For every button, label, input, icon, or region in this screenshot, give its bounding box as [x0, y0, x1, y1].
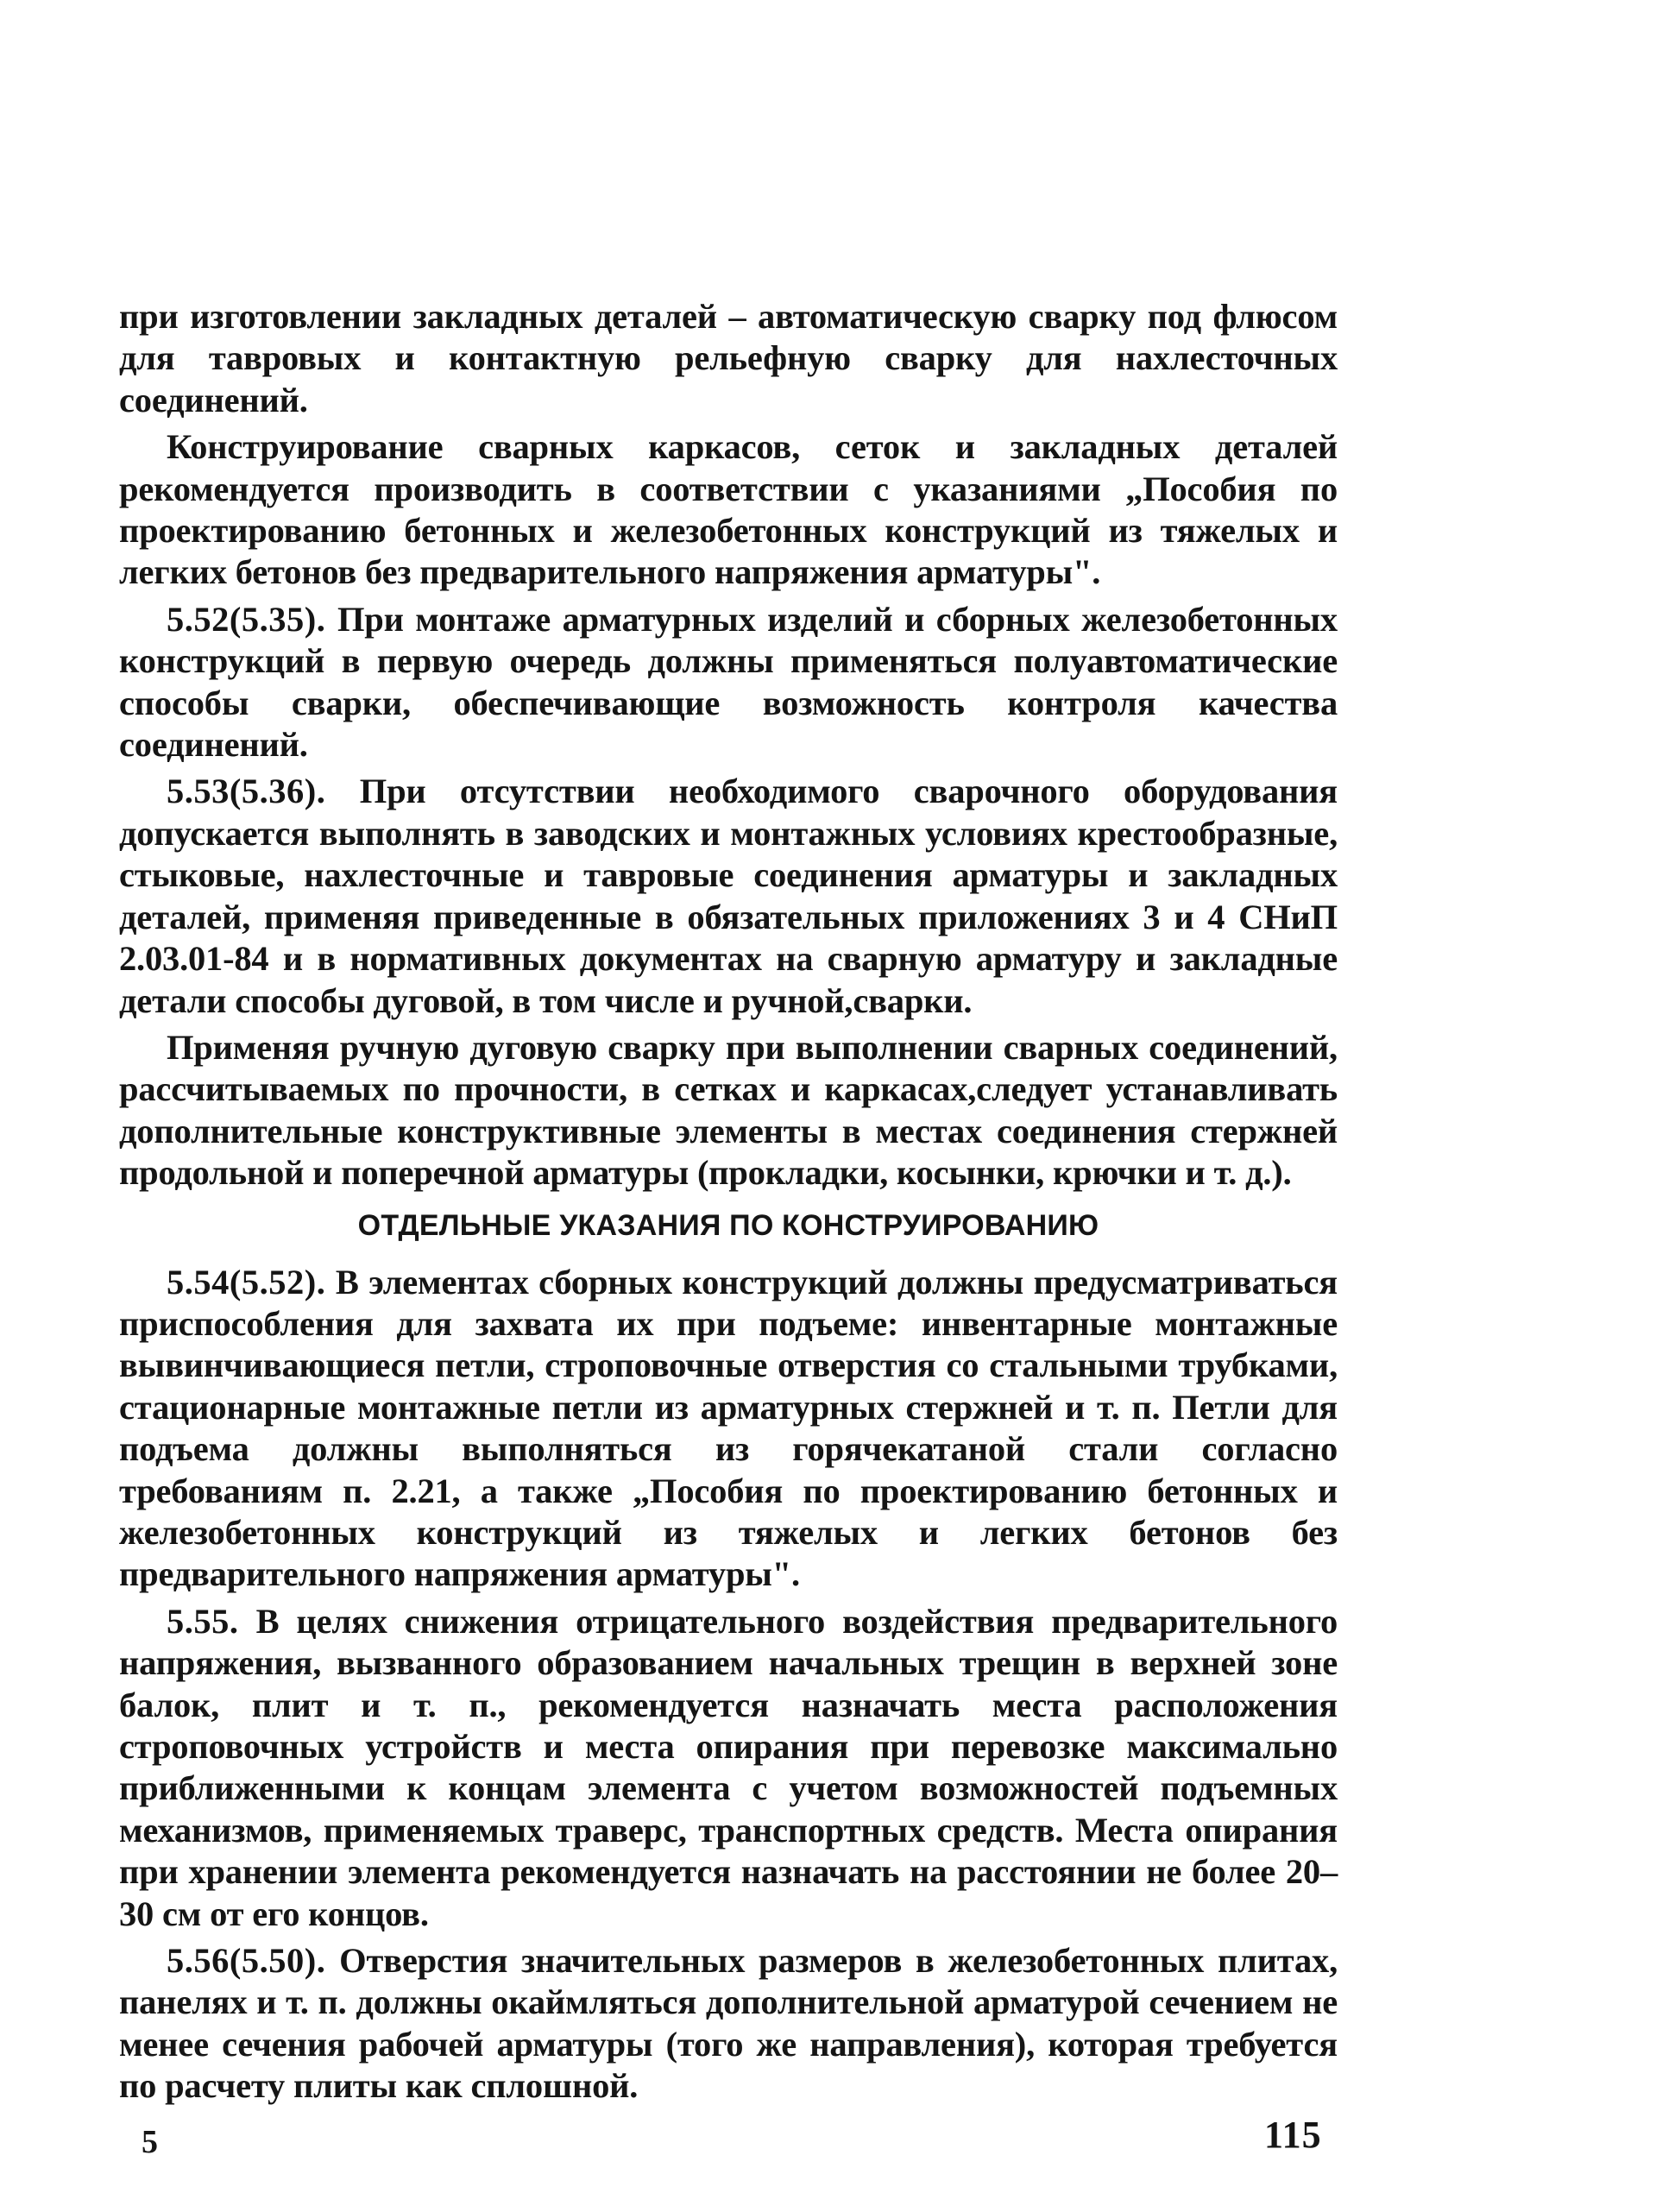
- clause-5-53: [119, 771, 1338, 1021]
- clause-5-54: [119, 1262, 1338, 1596]
- clause-number: 5.52(5.35).: [167, 599, 326, 639]
- clause-number: 5.53(5.36).: [167, 772, 326, 811]
- paragraph-manual-arc-welding: [119, 1027, 1338, 1194]
- signature-mark: 5: [142, 2124, 158, 2160]
- clause-number: 5.54(5.52).: [167, 1262, 326, 1301]
- paragraph-text: Применяя ручную дуговую сварку при выполнении сварных соединений, рассчитываемых по прочности, в сетках и каркасах,следует устанавливать дополнительные конструктивные элементы в местах соединения стержней продольной и поперечной арматуры (прокладки, косынки, крючки и т. д.).: [119, 1027, 1338, 1193]
- clause-text: При монтаже арматурных изделий и сборных железобетонных конструкций в первую очередь должны применяться полуавтоматические способы сварки, обеспечивающие возможность контроля качества соединений.: [119, 599, 1338, 765]
- clause-text: В целях снижения отрицательного воздействия предварительного напряжения, вызванного образованием начальных трещин в верхней зоне балок, плит и т. п., рекомендуется назначать места расположения строповочных устройств и места опирания при перевозке максимально приближенными к концам элемента с учетом возможностей подъемных механизмов, применяемых траверс, транспортных средств. Места опирания при хранении элемента рекомендуется назначать на расстоянии не более 20–30 см от его концов.: [119, 1601, 1338, 1933]
- section-heading: ОТДЕЛЬНЫЕ УКАЗАНИЯ ПО КОНСТРУИРОВАНИЮ: [357, 1208, 1099, 1242]
- clause-5-56: [119, 1940, 1338, 2108]
- paragraph-construction-guidance: [119, 426, 1338, 594]
- clause-5-55: [119, 1601, 1338, 1935]
- paragraph-text: Конструирование сварных каркасов, сеток и закладных деталей рекомендуется производить в соответствии с указаниями „Пособия по проектированию бетонных и железобетонных конструкций из тяжелых и легких бетонов без предварительного напряжения арматуры".: [119, 427, 1338, 592]
- clause-text: В элементах сборных конструкций должны предусматриваться приспособления для захвата их при подъеме: инвентарные монтажные вывинчивающиеся петли, строповочные отверстия со стальными трубками, стационарные монтажные петли из арматурных стержней и т. п. Петли для подъема должны выполняться из горячекатаной стали согласно требованиям п. 2.21, а также „Пособия по проектированию бетонных и железобетонных конструкций из тяжелых и легких бетонов без предварительного напряжения арматуры".: [119, 1262, 1338, 1594]
- clause-number: 5.55.: [167, 1601, 239, 1641]
- paragraph-text: при изготовлении закладных деталей – автоматическую сварку под флюсом для тавровых и контактную рельефную сварку для нахлесточных соединений.: [119, 297, 1338, 419]
- paragraph-welding-continuation: [119, 296, 1338, 421]
- page-number: 115: [1264, 2114, 1322, 2156]
- document-page: [119, 296, 1338, 2108]
- clause-number: 5.56(5.50).: [167, 1941, 326, 1981]
- clause-text: Отверстия значительных размеров в железобетонных плитах, панелях и т. п. должны окаймляться дополнительной арматурой сечением не менее сечения рабочей арматуры (того же направления), которая требуется по расчету плиты как сплошной.: [119, 1941, 1338, 2106]
- clause-5-52: [119, 599, 1338, 766]
- clause-text: При отсутствии необходимого сварочного оборудования допускается выполнять в заводских и монтажных условиях крестообразные, стыковые, нахлесточные и тавровые соединения арматуры и закладных деталей, применяя приведенные в обязательных приложениях 3 и 4 СНиП 2.03.01-84 и в нормативных документах на сварную арматуру и закладные детали способы дуговой, в том числе и ручной,сварки.: [119, 772, 1338, 1020]
